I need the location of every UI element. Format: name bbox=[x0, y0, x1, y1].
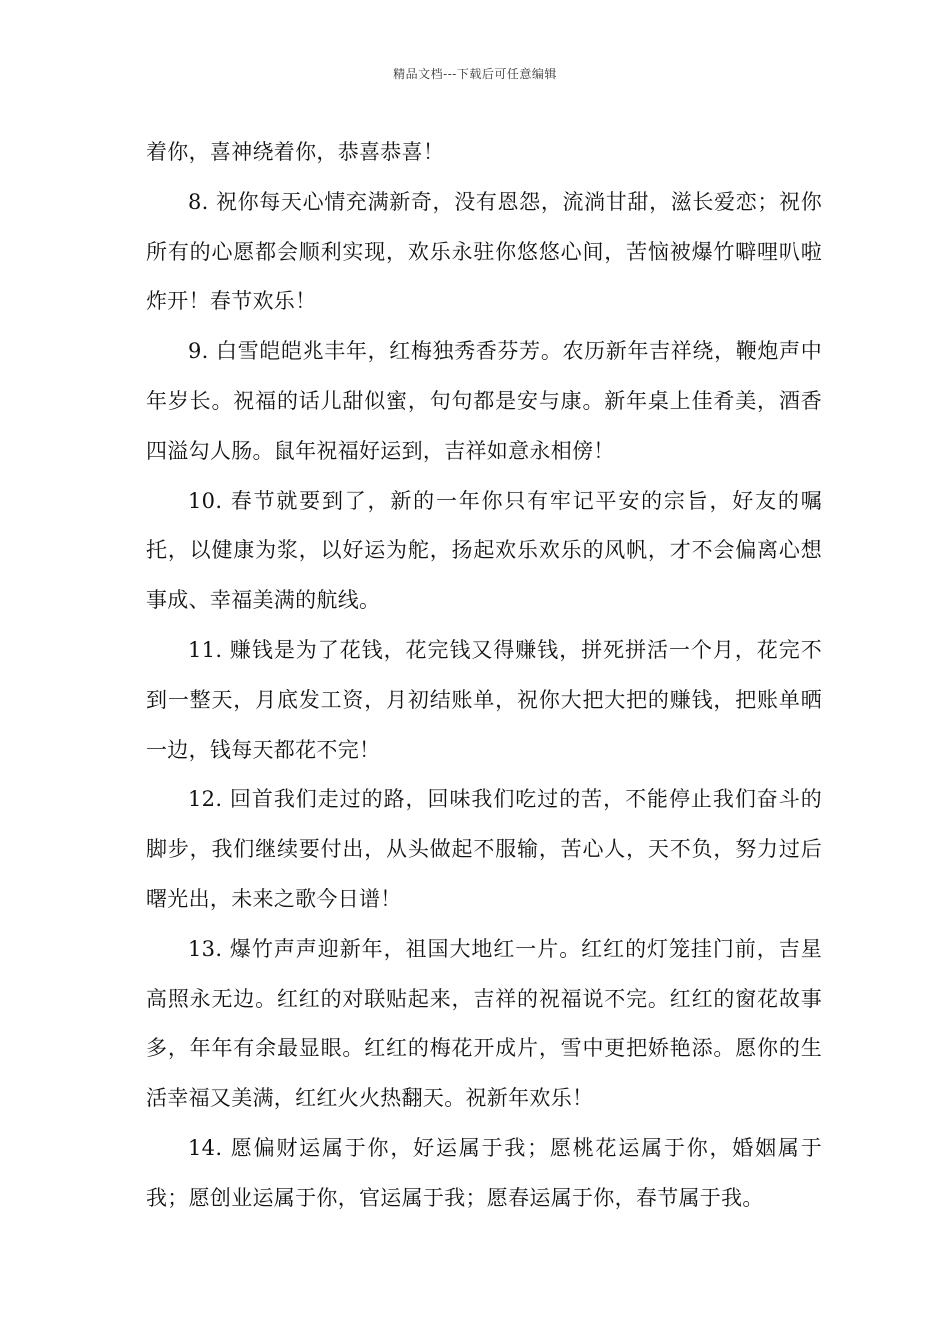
paragraph-9: 9. 白雪皑皑兆丰年，红梅独秀香芬芳。农历新年吉祥绕，鞭炮声中年岁长。祝福的话儿甜似蜜，句句都是安与康。新年桌上佳肴美，酒香四溢勾人肠。鼠年祝福好运到，吉祥如意永相傍！ bbox=[146, 339, 822, 463]
paragraph-13: 13. 爆竹声声迎新年，祖国大地红一片。红红的灯笼挂门前，吉星高照永无边。红红的对联贴起来，吉祥的祝福说不完。红红的窗花故事多，年年有余最显眼。红红的梅花开成片，雪中更把娇艳添。愿你的生活幸福又美满，红红火火热翻天。祝新年欢乐！ bbox=[146, 936, 822, 1111]
page-header: 精品文档---下载后可任意编辑 bbox=[393, 67, 557, 81]
paragraph-11: 11. 赚钱是为了花钱，花完钱又得赚钱，拼死拼活一个月，花完不到一整天，月底发工资，月初结账单，祝你大把大把的赚钱，把账单晒一边，钱每天都花不完！ bbox=[146, 637, 822, 762]
paragraph-continuation: 着你，喜神绕着你，恭喜恭喜！ bbox=[146, 140, 445, 164]
paragraph-14: 14. 愿偏财运属于你，好运属于我；愿桃花运属于你，婚姻属于我；愿创业运属于你，官运属于我；愿春运属于你，春节属于我。 bbox=[146, 1135, 822, 1210]
paragraph-10: 10. 春节就要到了，新的一年你只有牢记平安的宗旨，好友的嘱托，以健康为浆，以好运为舵，扬起欢乐欢乐的风帆，才不会偏离心想事成、幸福美满的航线。 bbox=[146, 488, 822, 613]
document-body bbox=[146, 128, 822, 1224]
paragraph-8: 8. 祝你每天心情充满新奇，没有恩怨，流淌甘甜，滋长爱恋；祝你所有的心愿都会顺利实现，欢乐永驻你悠悠心间，苦恼被爆竹噼哩叭啦炸开！春节欢乐！ bbox=[146, 189, 822, 314]
paragraph-12: 12. 回首我们走过的路，回味我们吃过的苦，不能停止我们奋斗的脚步，我们继续要付出，从头做起不服输，苦心人，天不负，努力过后曙光出，未来之歌今日谱！ bbox=[146, 787, 822, 911]
